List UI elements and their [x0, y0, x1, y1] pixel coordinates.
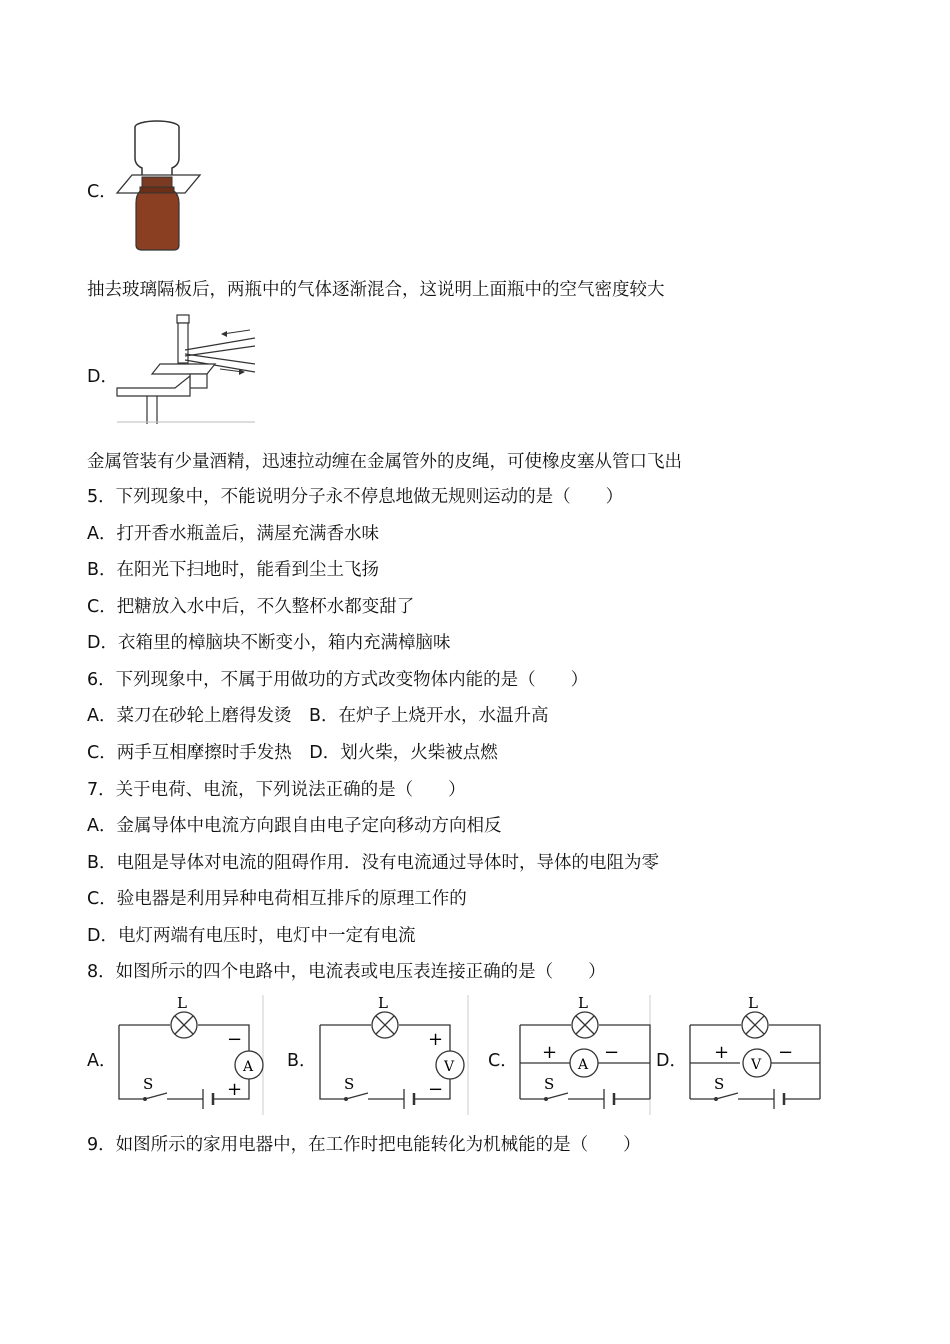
ammeter-symbol: A — [243, 1059, 254, 1075]
lamp-label: L — [578, 995, 588, 1012]
q7-option: B．电阻是导体对电流的阻碍作用．没有电流通过导体时，导体的电阻为零 — [87, 853, 660, 873]
gas-diffusion-jars-figure — [112, 113, 202, 253]
circuit-b-diagram — [316, 995, 476, 1115]
q5-option: D．衣箱里的樟脑块不断变小，箱内充满樟脑味 — [87, 633, 451, 653]
circuit-b-label: B． — [287, 1051, 317, 1071]
lamp-label: L — [378, 995, 388, 1012]
lamp-label: L — [748, 995, 758, 1012]
minus-sign: − — [428, 1079, 444, 1100]
metal-tube-rope-figure — [115, 312, 260, 427]
plus-sign: + — [227, 1079, 243, 1100]
ammeter-symbol: A — [578, 1057, 589, 1073]
q5-option: B．在阳光下扫地时，能看到尘土飞扬 — [87, 560, 380, 580]
minus-sign: − — [227, 1029, 243, 1050]
switch-label: S — [143, 1075, 154, 1093]
q7-option: D．电灯两端有电压时，电灯中一定有电流 — [87, 926, 416, 946]
circuit-a-label: A． — [87, 1051, 117, 1071]
q6-options-row: A．菜刀在砂轮上磨得发烫 B．在炉子上烧开水，水温升高 — [87, 706, 549, 726]
lamp-label: L — [177, 995, 187, 1012]
switch-label: S — [544, 1075, 555, 1093]
q6-stem: 6．下列现象中，不属于用做功的方式改变物体内能的是（ ） — [87, 670, 589, 690]
q5-option: A．打开香水瓶盖后，满屋充满香水味 — [87, 524, 379, 544]
circuit-c-label: C． — [488, 1051, 518, 1071]
q9-stem: 9．如图所示的家用电器中，在工作时把电能转化为机械能的是（ ） — [87, 1135, 641, 1155]
q7-stem: 7．关于电荷、电流，下列说法正确的是（ ） — [87, 780, 466, 800]
q8-stem: 8．如图所示的四个电路中，电流表或电压表连接正确的是（ ） — [87, 962, 606, 982]
q7-option: A．金属导体中电流方向跟自由电子定向移动方向相反 — [87, 816, 502, 836]
plus-sign: + — [542, 1042, 558, 1063]
minus-sign: − — [604, 1042, 620, 1063]
q6-options-row: C．两手互相摩擦时手发热 D．划火柴，火柴被点燃 — [87, 743, 498, 763]
circuit-d-label: D． — [656, 1051, 687, 1071]
plus-sign: + — [714, 1042, 730, 1063]
switch-label: S — [714, 1075, 725, 1093]
q4-option-d-text: 金属管装有少量酒精，迅速拉动缠在金属管外的皮绳，可使橡皮塞从管口飞出 — [87, 452, 682, 472]
voltmeter-symbol: V — [751, 1057, 762, 1073]
q7-option: C．验电器是利用异种电荷相互排斥的原理工作的 — [87, 889, 467, 909]
circuit-c-diagram — [516, 995, 656, 1115]
minus-sign: − — [778, 1042, 794, 1063]
circuit-a-diagram — [115, 995, 265, 1115]
q4-option-d-label: D． — [87, 367, 118, 387]
q5-stem: 5．下列现象中，不能说明分子永不停息地做无规则运动的是（ ） — [87, 487, 624, 507]
q4-option-c-text: 抽去玻璃隔板后，两瓶中的气体逐渐混合，这说明上面瓶中的空气密度较大 — [87, 280, 665, 300]
switch-label: S — [344, 1075, 355, 1093]
plus-sign: + — [428, 1029, 444, 1050]
voltmeter-symbol: V — [444, 1059, 455, 1075]
q4-option-c-label: C． — [87, 182, 117, 202]
q5-option: C．把糖放入水中后，不久整杯水都变甜了 — [87, 597, 415, 617]
circuit-d-diagram — [686, 995, 826, 1115]
